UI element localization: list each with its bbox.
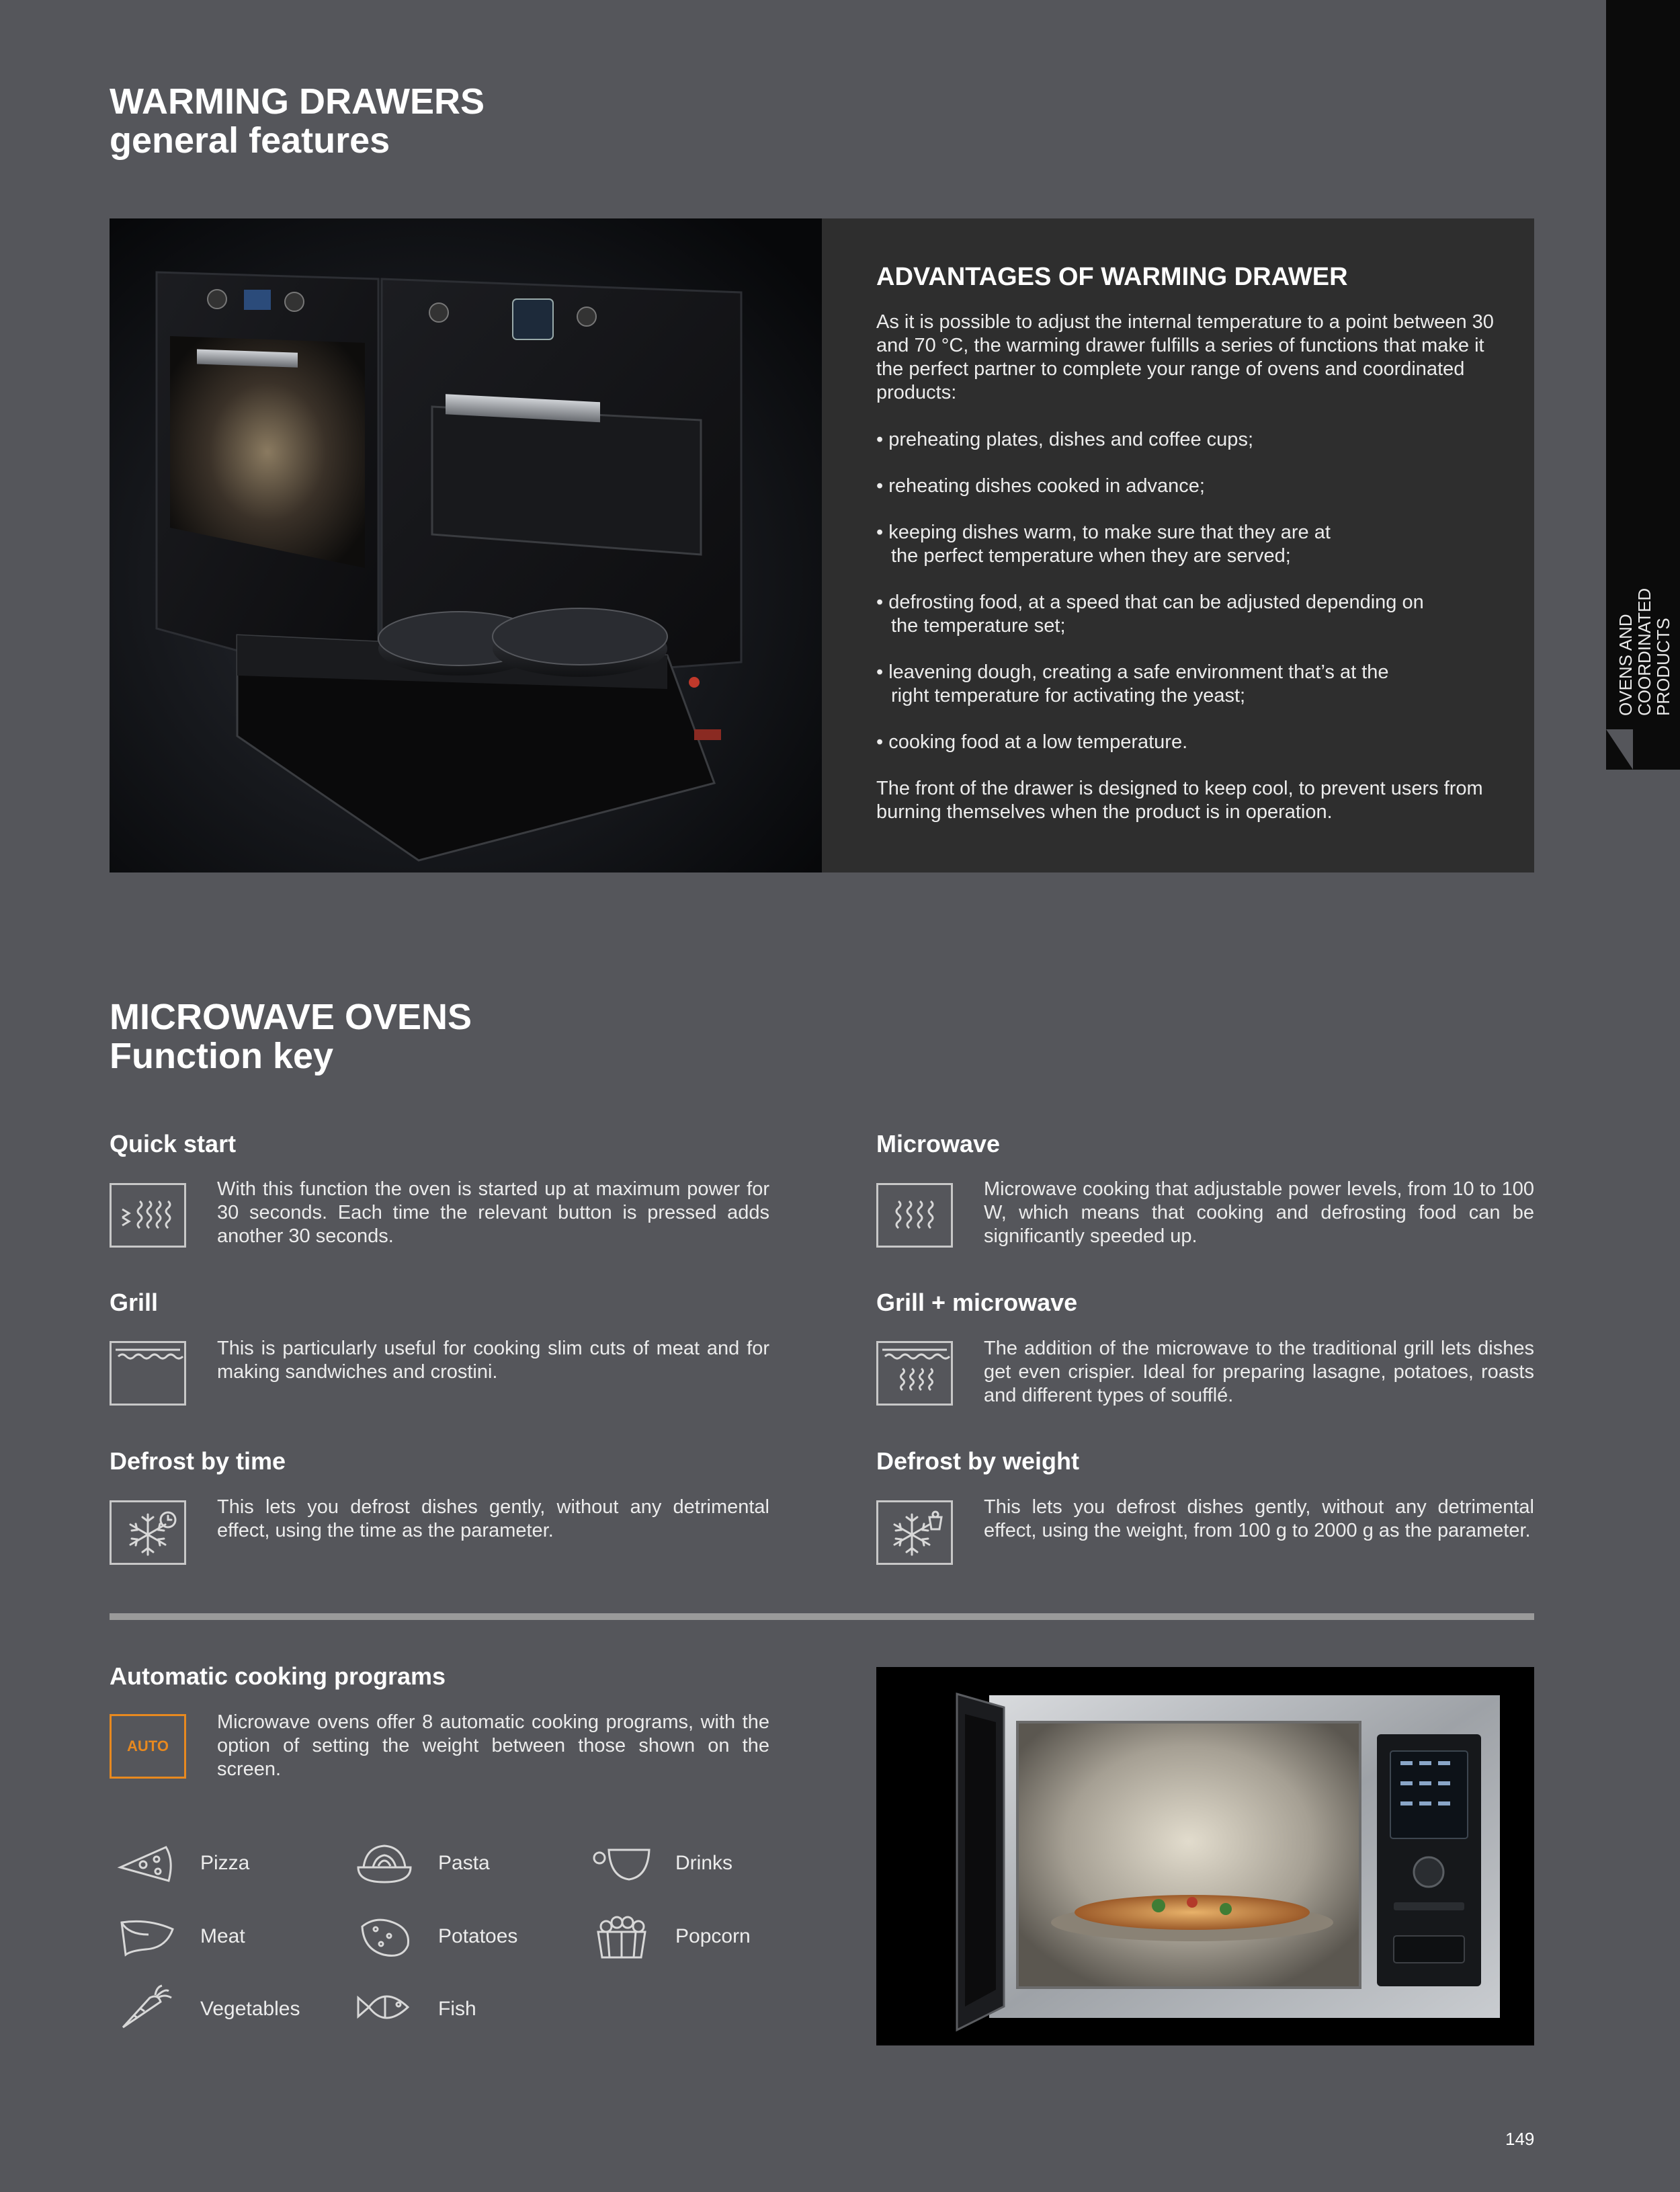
microwave-subtitle: Function key (110, 1036, 334, 1076)
warming-title: WARMING DRAWERS (110, 81, 485, 122)
program-pizza-label: Pizza (200, 1852, 250, 1874)
auto-programs-text: Microwave ovens offer 8 automatic cooking programs, with the option of setting the weight between those shown on the screen. (217, 1711, 769, 1780)
advantage-item: • cooking food at a low temperature. (876, 731, 1188, 753)
program-vegetables-label: Vegetables (200, 1998, 300, 2020)
defrost-time-title: Defrost by time (110, 1447, 286, 1475)
program-meat-label: Meat (200, 1925, 245, 1947)
grill-microwave-text: The addition of the microwave to the traditional grill lets dishes get even crispier. Ideal for preparing lasagne, potatoes, roasts and different types of soufflé. (984, 1338, 1534, 1406)
defrost-weight-text: This lets you defrost dishes gently, without any detrimental effect, using the weight, from 100 g to 2000 g as the parameter. (984, 1496, 1534, 1541)
microwave-function-title: Microwave (876, 1130, 1001, 1158)
grill-microwave-title: Grill + microwave (876, 1289, 1078, 1316)
grill-title: Grill (110, 1289, 159, 1316)
popcorn-icon (591, 1913, 652, 1960)
advantages-intro: As it is possible to adjust the internal temperature to a point between 30 and 70 °C, the warming drawer fulfills a series of functions that make it the perfect partner to complete your range of ovens and coordinated products: (876, 311, 1494, 403)
program-fish-label: Fish (438, 1998, 476, 2020)
advantage-item: • defrosting food, at a speed that can be adjusted depending on the temperature set; (876, 592, 1424, 637)
program-pasta-label: Pasta (438, 1852, 490, 1874)
defrost-time-text: This lets you defrost dishes gently, without any detrimental effect, using the time as the parameter. (217, 1496, 769, 1541)
warming-drawer-photo (110, 218, 822, 872)
advantage-item: • preheating plates, dishes and coffee cups; (876, 429, 1253, 450)
warming-subtitle: general features (110, 120, 390, 161)
page-number: 149 (1505, 2129, 1535, 2149)
advantages-block (876, 262, 1495, 848)
quick-start-icon (110, 1183, 186, 1248)
grill-text: This is particularly useful for cooking slim cuts of meat and for making sandwiches and crostini. (217, 1338, 769, 1383)
auto-programs-title: Automatic cooking programs (110, 1662, 446, 1690)
side-tab-label: OVENS AND COORDINATED PRODUCTS (1615, 587, 1673, 716)
quick-start-title: Quick start (110, 1130, 237, 1158)
drinks-icon (591, 1840, 652, 1887)
section-divider (110, 1613, 1534, 1620)
pasta-icon (354, 1840, 415, 1887)
pizza-icon (116, 1840, 177, 1887)
auto-badge: AUTO (110, 1714, 186, 1779)
defrost-weight-icon (876, 1500, 953, 1565)
defrost-weight-title: Defrost by weight (876, 1447, 1080, 1475)
potatoes-icon (354, 1913, 415, 1960)
microwave-title: MICROWAVE OVENS (110, 997, 472, 1037)
microwave-function-text: Microwave cooking that adjustable power levels, from 10 to 100 W, which means that cooking and defrosting food can be significantly speeded up. (984, 1178, 1534, 1247)
program-potatoes-label: Potatoes (438, 1925, 518, 1947)
fish-icon (354, 1984, 415, 2031)
program-popcorn-label: Popcorn (675, 1925, 751, 1947)
grill-icon (110, 1341, 186, 1406)
advantage-item: • leavening dough, creating a safe environment that’s at the right temperature for activating the yeast; (876, 661, 1389, 706)
vegetables-icon (116, 1984, 177, 2031)
advantages-title: ADVANTAGES OF WARMING DRAWER (876, 263, 1348, 291)
quick-start-text: With this function the oven is started up at maximum power for 30 seconds. Each time the relevant button is pressed adds another 30 seconds. (217, 1178, 769, 1247)
meat-icon (116, 1913, 177, 1960)
program-drinks-label: Drinks (675, 1852, 733, 1874)
side-tab-notch (1606, 729, 1633, 770)
defrost-time-icon (110, 1500, 186, 1565)
grill-microwave-icon (876, 1341, 953, 1406)
microwave-icon (876, 1183, 953, 1248)
advantage-item: • reheating dishes cooked in advance; (876, 475, 1205, 497)
advantage-item: • keeping dishes warm, to make sure that they are at the perfect temperature when they are served; (876, 522, 1331, 567)
advantages-outro: The front of the drawer is designed to keep cool, to prevent users from burning themselves when the product is in operation. (876, 778, 1483, 823)
microwave-oven-photo (876, 1667, 1534, 2045)
